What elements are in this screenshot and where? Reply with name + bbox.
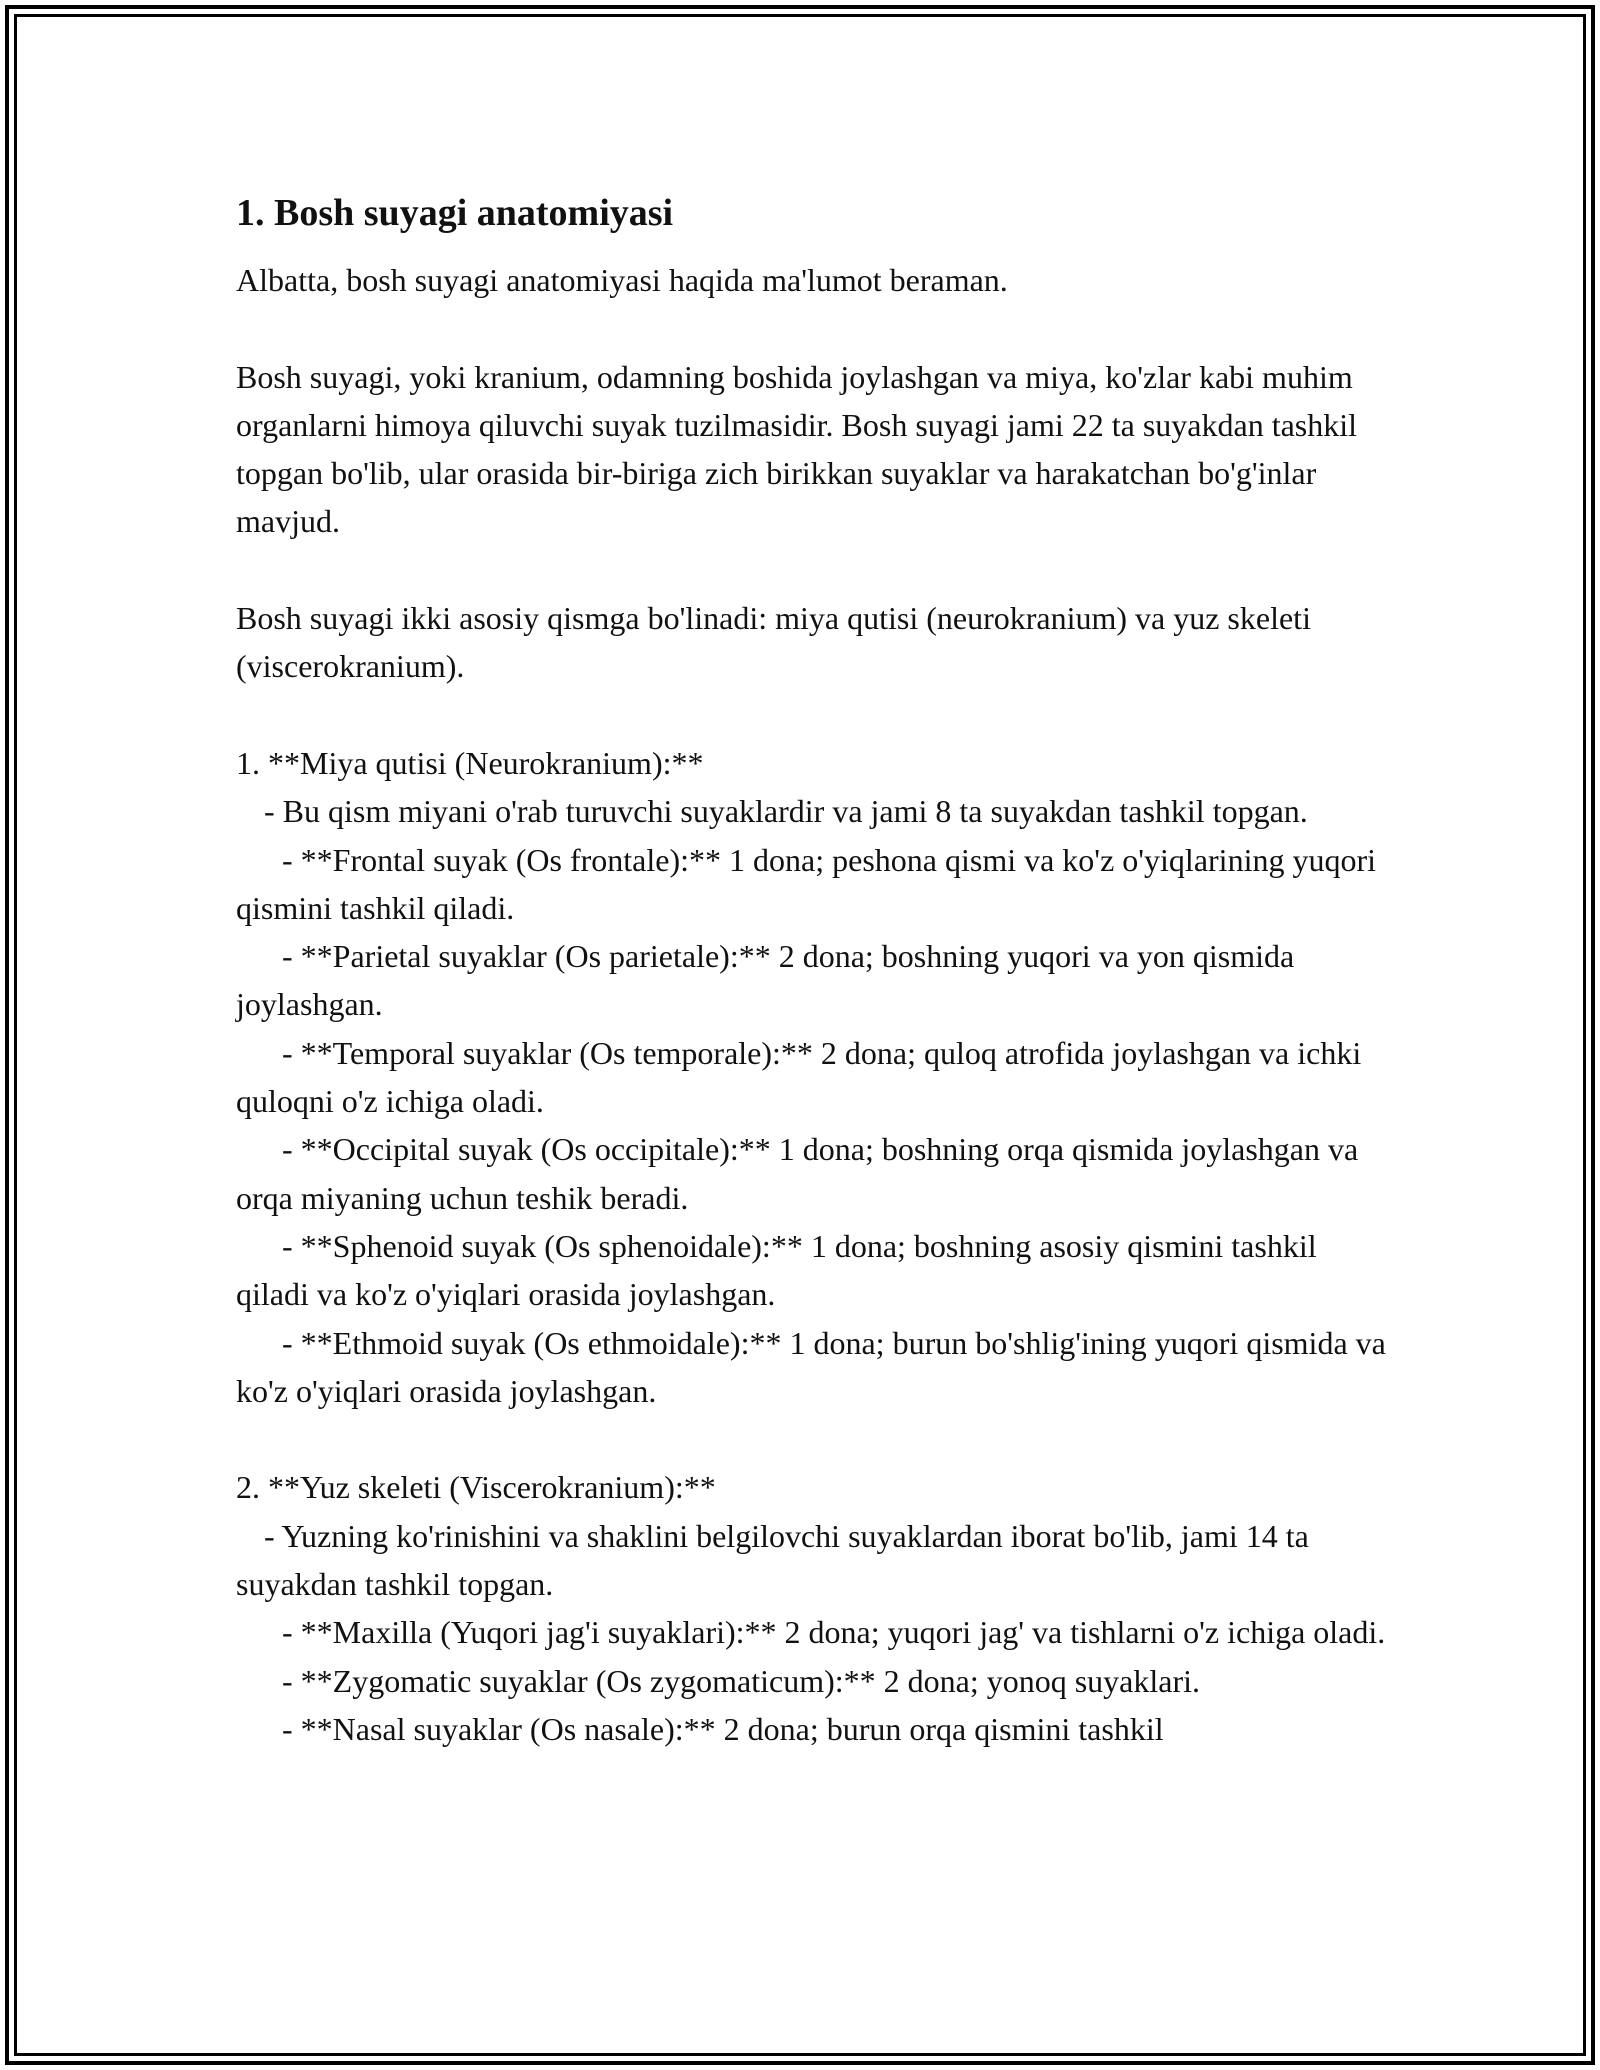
list-item: - **Parietal suyaklar (Os parietale):** 2 dona; boshning yuqori va yon qismida joylashgan. bbox=[236, 938, 1303, 1023]
section-description: - Bu qism miyani o'rab turuvchi suyaklardir va jami 8 ta suyakdan tashkil topgan. bbox=[264, 793, 1308, 830]
intro-paragraph: Albatta, bosh suyagi anatomiyasi haqida ma'lumot beraman. bbox=[236, 262, 1008, 298]
document-title: 1. Bosh suyagi anatomiyasi bbox=[236, 192, 674, 234]
list-item: - **Ethmoid suyak (Os ethmoidale):** 1 dona; burun bo'shlig'ining yuqori qismida va ko'z o'yiqlari orasida joylashgan. bbox=[236, 1324, 1394, 1409]
section-heading: 2. **Yuz skeleti (Viscerokranium):** bbox=[236, 1469, 716, 1506]
list-item: - **Sphenoid suyak (Os sphenoidale):** 1 dona; boshning asosiy qismini tashkil qiladi va ko'z o'yiqlari orasida joylashgan. bbox=[236, 1227, 1325, 1313]
section-description: - Yuzning ko'rinishini va shaklini belgilovchi suyaklardan iborat bo'lib, jami 14 ta suyakdan tashkil topgan. bbox=[236, 1517, 1317, 1603]
list-item: - **Frontal suyak (Os frontale):** 1 dona; peshona qismi va ko'z o'yiqlarining yuqori qismini tashkil qiladi. bbox=[236, 841, 1384, 926]
section-heading: 1. **Miya qutisi (Neurokranium):** bbox=[236, 744, 704, 781]
list-item: - **Zygomatic suyaklar (Os zygomaticum):** 2 dona; yonoq suyaklari. bbox=[282, 1662, 1201, 1699]
section-viscerokranium bbox=[236, 1463, 1386, 1753]
list-item: - **Nasal suyaklar (Os nasale):** 2 dona; burun orqa qismini tashkil bbox=[282, 1710, 1164, 1747]
list-item: - **Maxilla (Yuqori jag'i suyaklari):** 2 dona; yuqori jag' va tishlarni o'z ichiga oladi. bbox=[282, 1614, 1386, 1651]
list-item: - **Temporal suyaklar (Os temporale):** 2 dona; quloq atrofida joylashgan va ichki quloqni o'z ichiga oladi. bbox=[236, 1034, 1370, 1120]
paragraph-overview: Bosh suyagi, yoki kranium, odamning boshida joylashgan va miya, ko'zlar kabi muhim organlarni himoya qiluvchi suyak tuzilmasidir. Bosh suyagi jami 22 ta suyakdan tashkil topgan bo'lib, ular orasida bir-biriga zich birikkan suyaklar va harakatchan bo'g'inlar mavjud. bbox=[236, 358, 1358, 540]
paragraph-parts: Bosh suyagi ikki asosiy qismga bo'linadi: miya qutisi (neurokranium) va yuz skeleti (viscerokranium). bbox=[236, 600, 1311, 685]
section-neurokranium bbox=[236, 739, 1394, 1415]
document-body bbox=[236, 186, 1394, 1753]
list-item: - **Occipital suyak (Os occipitale):** 1 dona; boshning orqa qismida joylashgan va orqa miyaning uchun teshik beradi. bbox=[236, 1131, 1367, 1216]
